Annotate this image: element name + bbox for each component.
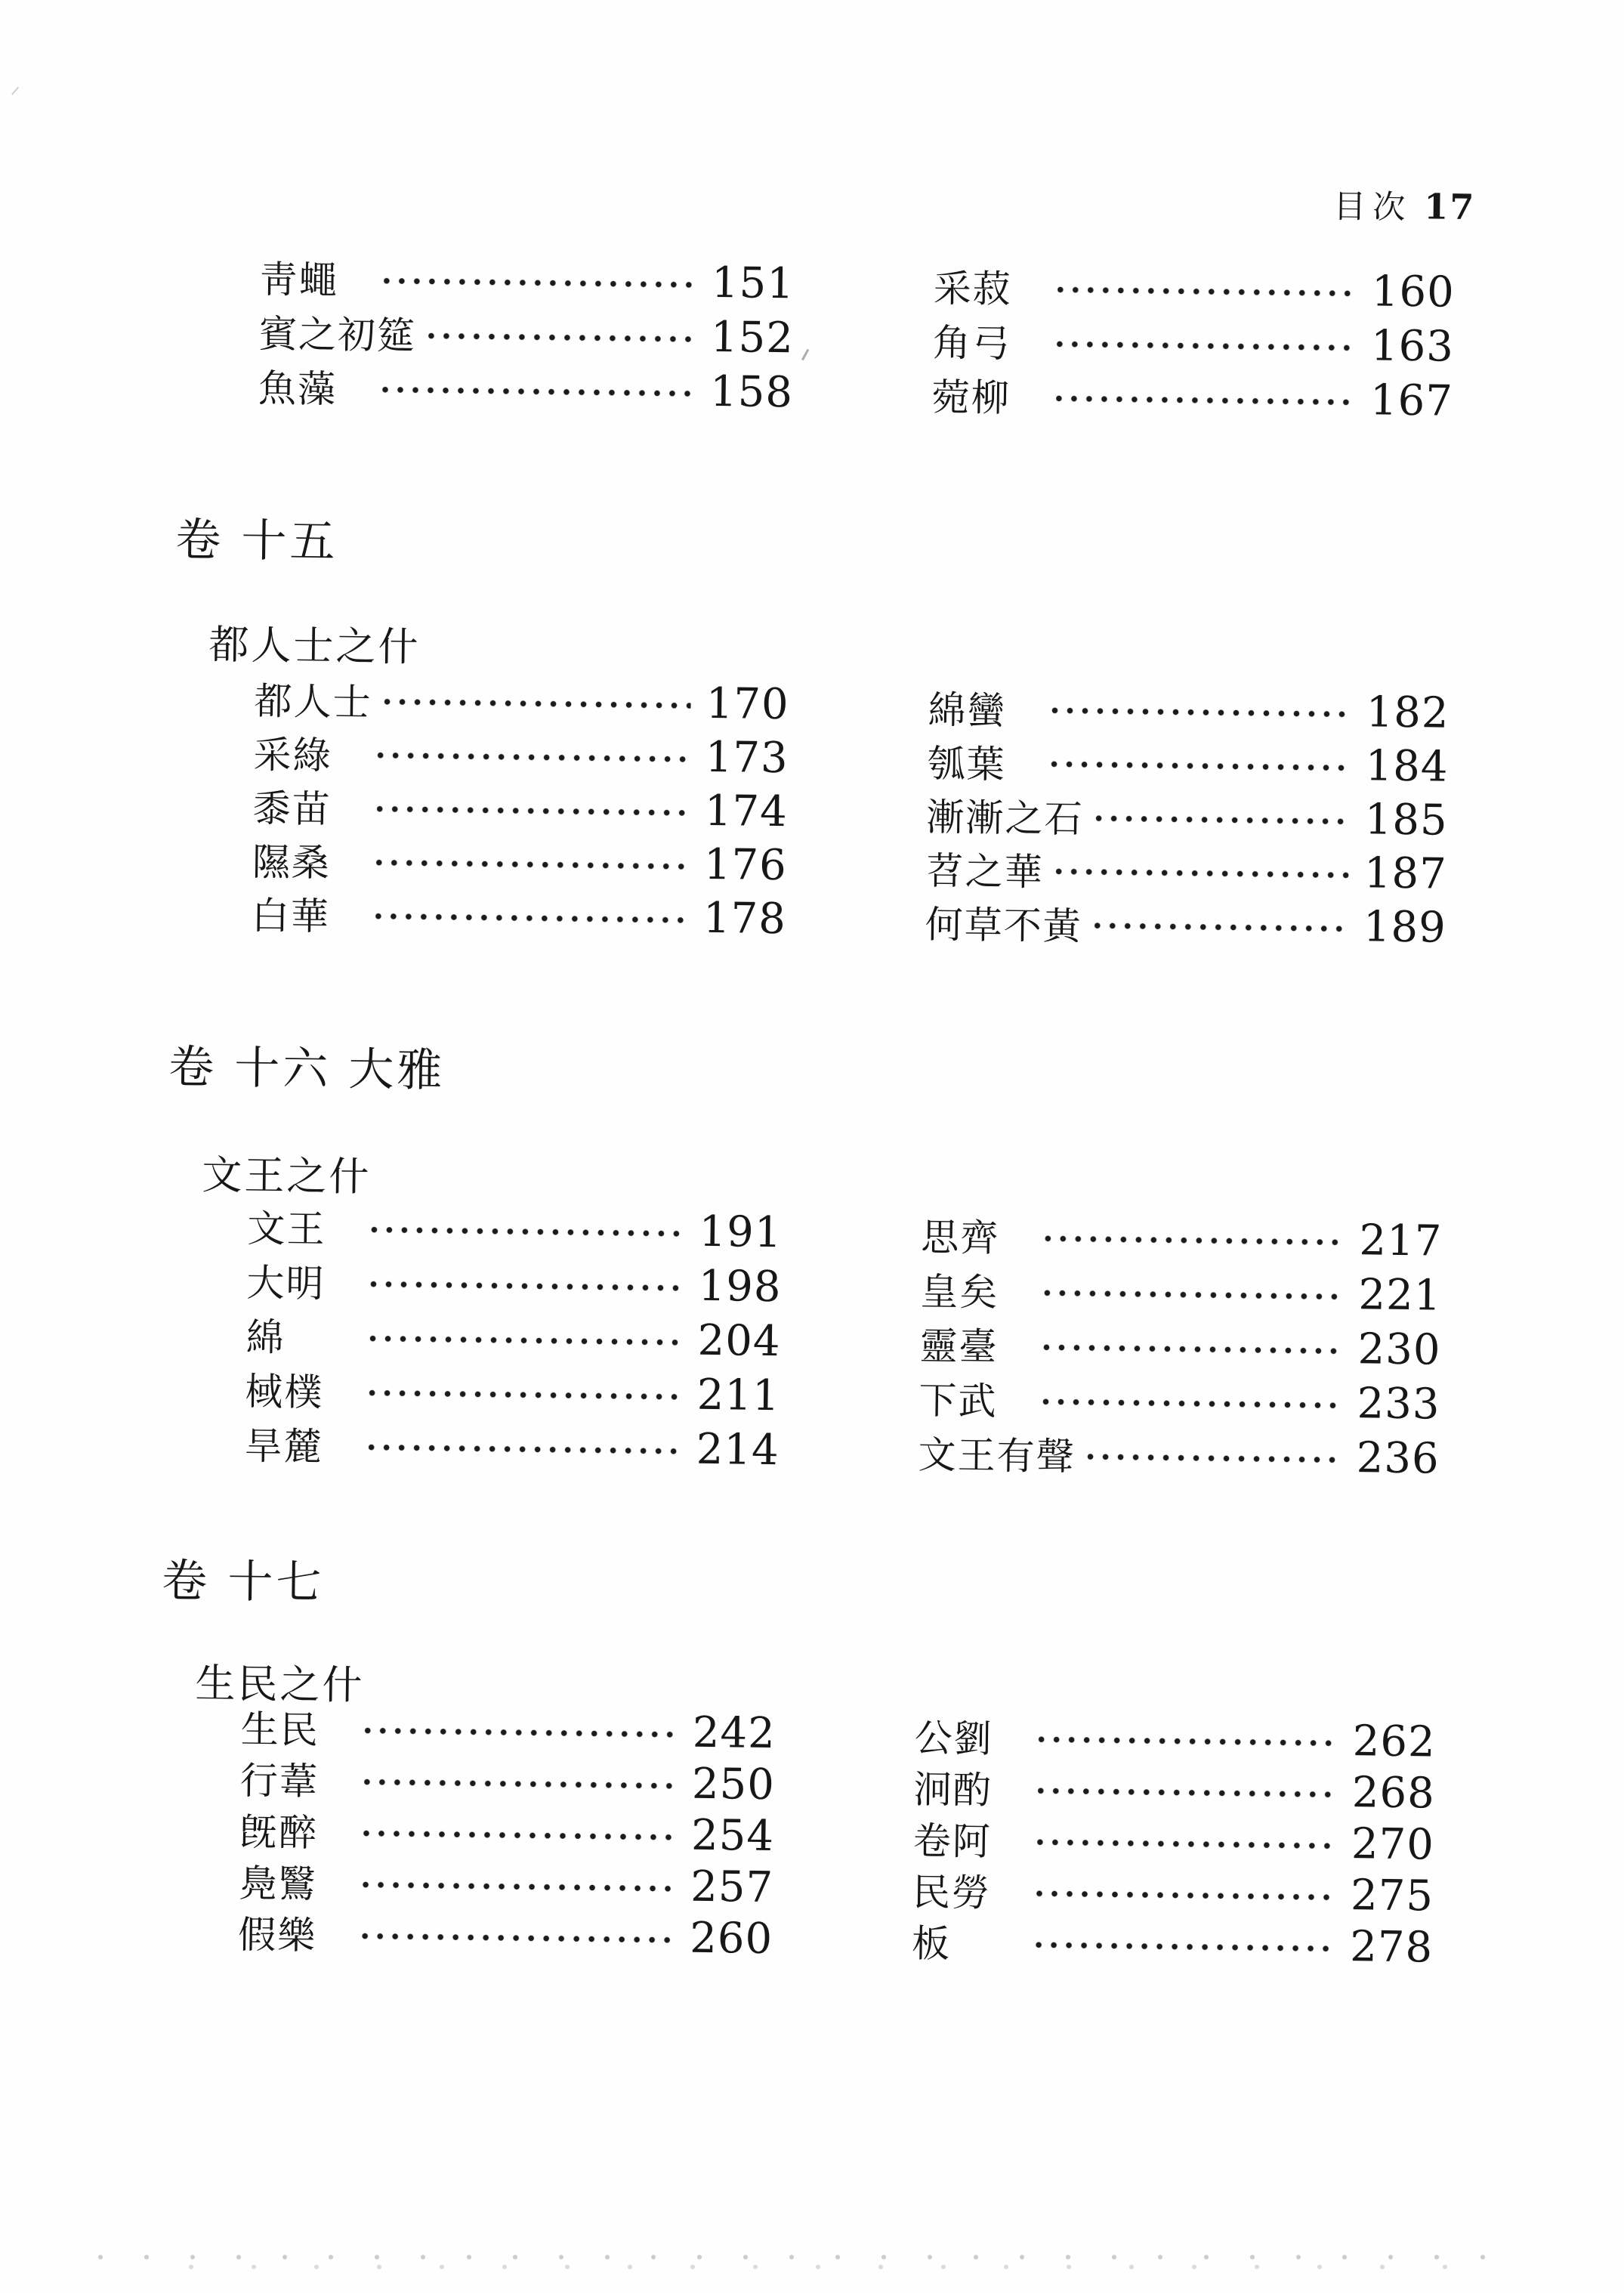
page-number: 163 <box>1370 320 1455 372</box>
scan-speck <box>801 349 809 360</box>
dot-leader <box>1045 1235 1344 1245</box>
page-number: 233 <box>1357 1378 1440 1429</box>
page-number: 260 <box>689 1913 773 1964</box>
page-number: 189 <box>1363 902 1447 953</box>
toc-row <box>912 1864 1434 1922</box>
toc-row <box>918 1425 1440 1486</box>
poem-title: 下武 <box>919 1378 998 1423</box>
toc-row <box>927 734 1449 794</box>
poem-title: 大明 <box>246 1260 326 1306</box>
toc-row <box>252 778 788 839</box>
page-number: 250 <box>691 1759 776 1809</box>
page-number: 275 <box>1350 1870 1434 1921</box>
dot-leader <box>369 1444 681 1454</box>
dot-leader <box>364 1778 677 1789</box>
dot-leader <box>369 1389 682 1400</box>
volume-heading: 卷 十五 <box>174 513 338 569</box>
page-header <box>1333 181 1476 229</box>
page-number: 185 <box>1364 795 1449 845</box>
dot-leader <box>1043 1343 1342 1354</box>
toc-row <box>251 885 786 946</box>
page-number: 214 <box>696 1424 780 1475</box>
poem-title: 公劉 <box>914 1716 994 1761</box>
toc-row <box>246 1253 782 1314</box>
toc-row <box>258 358 794 419</box>
volume-heading: 卷 十六 大雅 <box>168 1040 446 1098</box>
dot-leader <box>1057 340 1356 351</box>
toc-row <box>254 671 789 731</box>
poem-title: 角弓 <box>932 320 1012 366</box>
page-number: 167 <box>1369 375 1454 426</box>
page-number: 221 <box>1358 1269 1442 1321</box>
dot-leader <box>1056 868 1349 879</box>
poem-title: 綿 <box>245 1315 286 1360</box>
poem-title: 采菽 <box>933 266 1013 312</box>
poem-title: 都人士 <box>254 678 372 725</box>
dot-leader <box>1056 394 1355 405</box>
poem-title: 棫樸 <box>245 1369 324 1415</box>
dot-leader <box>382 386 695 397</box>
toc-row <box>928 680 1450 740</box>
page-number: 160 <box>1371 266 1456 317</box>
toc-column-left <box>251 671 789 946</box>
toc-column-right <box>912 1710 1436 1973</box>
page-number: 217 <box>1359 1215 1443 1266</box>
dot-leader <box>363 1830 676 1840</box>
poem-title: 民勞 <box>912 1870 992 1915</box>
toc-row <box>244 1416 780 1477</box>
toc-row <box>912 1915 1434 1973</box>
toc-row <box>933 258 1455 320</box>
page-number: 236 <box>1356 1432 1440 1484</box>
page-number: 268 <box>1351 1767 1436 1819</box>
page-number: 278 <box>1349 1921 1434 1973</box>
toc-column-right <box>931 258 1455 428</box>
poem-title: 假樂 <box>237 1912 317 1958</box>
dot-leader <box>428 332 696 342</box>
toc-row <box>247 1198 783 1259</box>
poem-title: 靑蠅 <box>259 258 339 303</box>
dot-leader <box>362 1933 675 1943</box>
poem-title: 皇矣 <box>920 1269 999 1315</box>
toc-row <box>253 725 789 785</box>
poem-title: 黍苗 <box>252 786 332 831</box>
poem-title: 泂酌 <box>913 1767 993 1812</box>
dot-leader <box>1044 1289 1343 1299</box>
page-bleed-artifact <box>98 2254 1496 2260</box>
page-number: 262 <box>1352 1716 1437 1767</box>
dot-leader <box>384 698 691 709</box>
toc-row <box>239 1752 775 1810</box>
toc-row <box>239 1855 774 1913</box>
poem-title: 何草不黃 <box>925 902 1083 948</box>
toc-column-left <box>244 1198 783 1477</box>
dot-leader <box>1042 1398 1341 1408</box>
poem-title: 苕之華 <box>925 848 1045 895</box>
poem-title: 白華 <box>251 893 331 938</box>
page-number: 242 <box>692 1707 776 1758</box>
dot-leader <box>1036 1890 1335 1900</box>
toc-column-right <box>918 1207 1443 1486</box>
dot-leader <box>1088 1453 1341 1463</box>
poem-title: 行葦 <box>239 1758 320 1804</box>
toc-column-left <box>258 249 795 419</box>
page-number: 211 <box>696 1370 781 1420</box>
dot-leader <box>1039 1735 1338 1746</box>
poem-title: 魚藻 <box>258 366 338 412</box>
poem-title: 隰桑 <box>252 839 332 885</box>
page-number: 230 <box>1357 1324 1441 1375</box>
toc-column-left <box>238 1701 776 1964</box>
page-number: 182 <box>1366 688 1450 738</box>
poem-title: 鳧鷖 <box>238 1861 318 1907</box>
dot-leader <box>1095 922 1348 932</box>
page-number: 191 <box>699 1207 783 1257</box>
page-number: 170 <box>705 678 789 730</box>
group-heading: 文王之什 <box>201 1152 372 1201</box>
page-number: 152 <box>710 312 795 363</box>
toc-row <box>920 1262 1442 1323</box>
dot-leader <box>384 277 696 288</box>
toc-column-right <box>925 680 1450 955</box>
dot-leader <box>1096 815 1350 825</box>
page-number: 204 <box>697 1315 781 1366</box>
page-number: 257 <box>690 1862 774 1912</box>
dot-leader <box>370 1281 683 1291</box>
toc-row <box>238 1906 773 1964</box>
poem-title: 綿蠻 <box>928 688 1007 733</box>
page-number: 178 <box>702 893 787 944</box>
page-bleed-artifact <box>189 2264 1473 2270</box>
toc-row <box>926 787 1448 848</box>
toc-row <box>240 1701 776 1759</box>
toc-row <box>913 1761 1435 1819</box>
header-title: 目次 <box>1332 187 1413 227</box>
page-number: 158 <box>709 366 794 417</box>
page-number: 270 <box>1351 1819 1435 1870</box>
dot-leader <box>369 1335 682 1346</box>
dot-leader <box>377 805 690 816</box>
group-heading: 生民之什 <box>195 1661 365 1710</box>
dot-leader <box>1057 286 1357 296</box>
toc-row <box>919 1371 1440 1432</box>
dot-leader <box>371 1226 684 1237</box>
dot-leader <box>1051 761 1351 771</box>
dot-leader <box>363 1881 675 1892</box>
header-page-number: 17 <box>1423 186 1476 228</box>
poem-title: 文王 <box>247 1206 326 1252</box>
toc-row <box>914 1710 1436 1768</box>
toc-row <box>245 1307 781 1368</box>
poem-title: 板 <box>911 1921 952 1967</box>
poem-title: 瓠葉 <box>927 741 1006 786</box>
scan-speck <box>11 87 19 95</box>
page-number: 187 <box>1363 848 1448 899</box>
poem-title: 采綠 <box>253 732 333 777</box>
toc-row <box>919 1316 1441 1377</box>
poem-title: 生民 <box>240 1707 320 1753</box>
dot-leader <box>378 752 690 762</box>
group-heading: 都人士之什 <box>208 622 421 671</box>
dot-leader <box>375 913 688 923</box>
poem-title: 思齊 <box>920 1215 1000 1260</box>
toc-row <box>931 367 1453 428</box>
dot-leader <box>1038 1787 1337 1797</box>
poem-title: 卷阿 <box>912 1819 993 1864</box>
toc-row <box>913 1812 1435 1871</box>
volume-heading: 卷 十七 <box>161 1554 325 1610</box>
poem-title: 旱麓 <box>244 1423 324 1469</box>
page-number: 254 <box>690 1810 775 1861</box>
toc-row <box>925 841 1447 901</box>
page-number: 198 <box>698 1261 782 1312</box>
poem-title: 旣醉 <box>239 1809 319 1856</box>
poem-title: 文王有聲 <box>918 1432 1076 1479</box>
toc-row <box>239 1803 775 1862</box>
dot-leader <box>365 1727 678 1738</box>
toc-row <box>259 249 795 311</box>
toc-row <box>245 1361 780 1423</box>
dot-leader <box>376 859 689 870</box>
page-number: 173 <box>705 732 789 783</box>
dot-leader <box>1036 1941 1335 1952</box>
poem-title: 漸漸之石 <box>926 795 1084 841</box>
page-number: 184 <box>1365 741 1449 792</box>
page-number: 176 <box>703 839 788 891</box>
toc-row <box>932 313 1454 374</box>
toc-row <box>925 895 1446 955</box>
toc-row <box>252 832 787 892</box>
page-number: 151 <box>711 258 795 308</box>
poem-title: 靈臺 <box>919 1324 999 1369</box>
toc-row <box>921 1207 1443 1269</box>
poem-title: 菀柳 <box>931 375 1011 421</box>
page-number: 174 <box>704 786 789 837</box>
dot-leader <box>1037 1838 1336 1849</box>
dot-leader <box>1051 707 1351 718</box>
poem-title: 賓之初筵 <box>258 312 417 358</box>
toc-row <box>259 304 795 365</box>
